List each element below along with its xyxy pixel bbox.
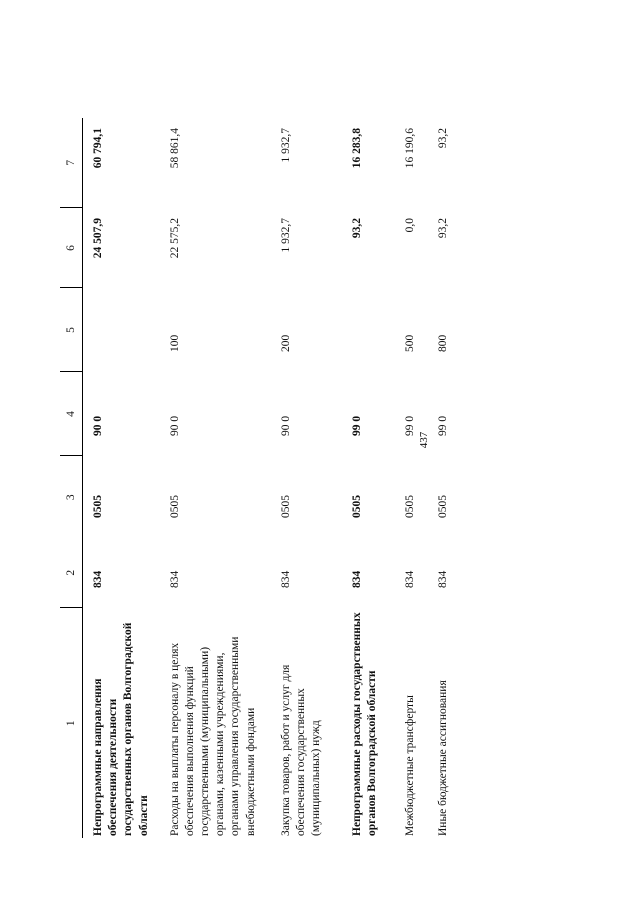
row-code-4: 90 0: [168, 415, 181, 436]
row-code-5: 100: [168, 334, 181, 352]
budget-table: [60, 118, 461, 838]
row-code-2: 834: [403, 570, 416, 588]
row-name: Закупка товаров, работ и услуг для обеспечения государственных (муниципальных) нужд: [279, 664, 323, 836]
row-name: Межбюджетные трансферты: [403, 695, 416, 836]
row-code-5: [334, 288, 390, 372]
header-col-2: 2: [60, 538, 83, 608]
row-code-5: 800: [436, 334, 449, 352]
row-code-4: 99 0: [403, 415, 416, 436]
row-amount-6: 1 932,7: [279, 218, 292, 253]
header-col-1: 1: [60, 608, 83, 838]
row-code-2: 834: [436, 570, 449, 588]
row-code-3: 0505: [403, 495, 416, 518]
row-amount-7: 58 861,4: [168, 128, 181, 169]
header-col-5: 5: [60, 288, 83, 372]
row-name: Непрограммные направления обеспечения деятельности государственных органов Волгоградской области: [92, 622, 150, 836]
row-code-3: 0505: [436, 495, 449, 518]
row-amount-6: 93,2: [351, 218, 364, 239]
table-header-row: [60, 118, 83, 838]
row-name: Расходы на выплаты персоналу в целях обеспечения выполнения функций государственными (муниципальными) органами, казенными учреждениями, органами управления государственными внебюджетными фондами: [168, 636, 257, 836]
row-name: Иные бюджетные ассигнования: [436, 680, 449, 836]
row-code-5: [83, 288, 162, 372]
row-amount-7: 93,2: [436, 128, 449, 149]
header-col-3: 3: [60, 456, 83, 538]
table-row: [334, 118, 390, 838]
row-amount-7: 1 932,7: [279, 128, 292, 163]
row-amount-7: 16 190,6: [403, 128, 416, 169]
page-number: 437: [418, 431, 430, 449]
row-amount-6: 22 575,2: [168, 218, 181, 259]
table-row: [391, 118, 428, 838]
row-amount-7: 16 283,8: [351, 128, 364, 169]
row-code-5: 200: [279, 334, 292, 352]
header-col-4: 4: [60, 372, 83, 456]
row-code-4: 99 0: [351, 415, 364, 436]
row-code-3: 0505: [279, 495, 292, 518]
row-amount-7: 60 794,1: [92, 128, 104, 169]
table-row: [269, 118, 335, 838]
table-row: [162, 118, 269, 838]
header-col-7: 7: [60, 118, 83, 208]
row-code-3: 0505: [92, 495, 104, 518]
row-amount-6: 0,0: [403, 218, 416, 233]
row-code-4: 99 0: [436, 415, 449, 436]
row-code-4: 90 0: [92, 415, 104, 436]
row-code-2: 834: [92, 570, 104, 588]
row-code-5: 500: [403, 334, 416, 352]
header-col-6: 6: [60, 208, 83, 288]
row-code-4: 90 0: [279, 415, 292, 436]
row-name: Непрограммные расходы государственных органов Волгоградской области: [351, 612, 379, 836]
row-amount-6: 93,2: [436, 218, 449, 239]
row-code-3: 0505: [351, 495, 364, 518]
table-row: [428, 118, 461, 838]
row-code-2: 834: [279, 570, 292, 588]
budget-table-rotated: [60, 118, 600, 838]
table-row: [83, 118, 162, 838]
row-code-3: 0505: [168, 495, 181, 518]
row-code-2: 834: [168, 570, 181, 588]
row-amount-6: 24 507,9: [92, 218, 104, 259]
row-code-2: 834: [351, 570, 364, 588]
